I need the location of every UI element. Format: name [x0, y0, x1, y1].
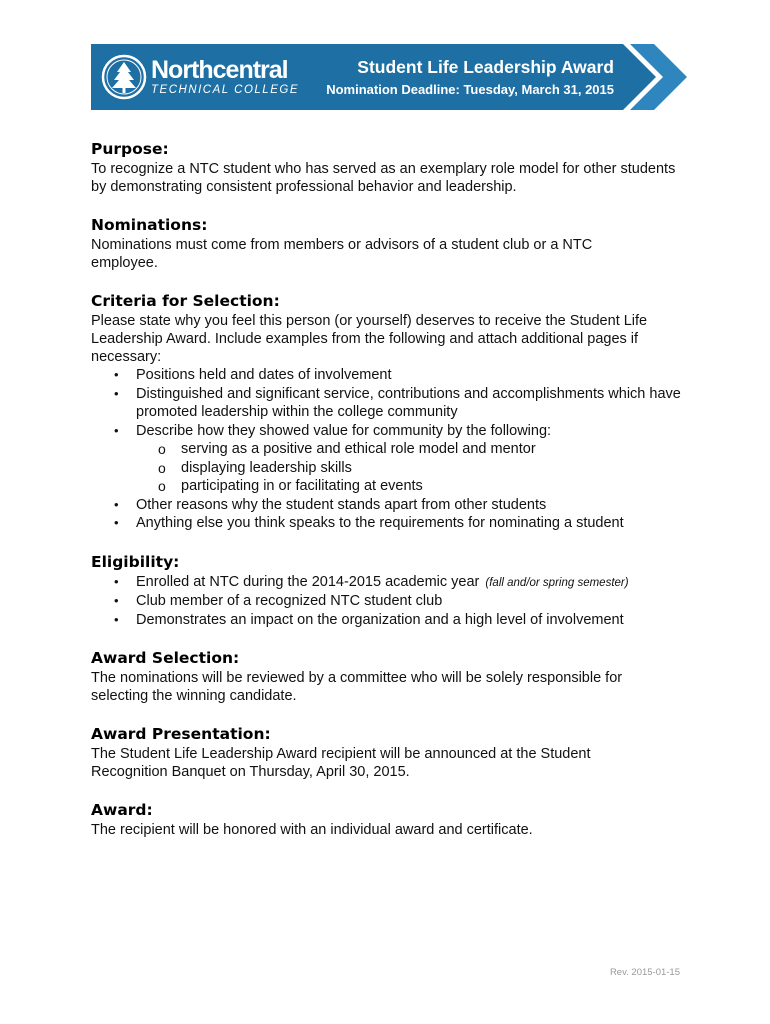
- nominations-heading: Nominations:: [91, 216, 208, 234]
- list-item: • Other reasons why the student stands apart from other students: [91, 496, 691, 515]
- section-award-selection: [91, 647, 691, 705]
- award-selection-heading: Award Selection:: [91, 649, 240, 667]
- award-text: The recipient will be honored with an individual award and certificate.: [91, 822, 533, 838]
- criteria-sub-list: [136, 440, 691, 496]
- list-item: [91, 422, 691, 496]
- award-presentation-text: The Student Life Leadership Award recipient will be announced at the Student Recognition Banquet on Thursday, April 30, 2015.: [91, 746, 591, 780]
- list-item: • Club member of a recognized NTC student club: [91, 592, 691, 611]
- list-item: • Anything else you think speaks to the requirements for nominating a student: [91, 514, 691, 533]
- section-nominations: [91, 214, 691, 272]
- award-heading: Award:: [91, 801, 153, 819]
- list-item: • Demonstrates an impact on the organization and a high level of involvement: [91, 611, 691, 630]
- nomination-deadline: Nomination Deadline: Tuesday, March 31, 2015: [326, 82, 614, 97]
- section-eligibility: [91, 551, 691, 630]
- list-item: • Positions held and dates of involvement: [91, 366, 691, 385]
- criteria-list: [91, 366, 691, 533]
- semester-note: (fall and/or spring semester): [485, 576, 629, 589]
- revision-date: Rev. 2015-01-15: [609, 967, 680, 978]
- nominations-text: Nominations must come from members or advisors of a student club or a NTC employee.: [91, 237, 593, 271]
- eligibility-heading: Eligibility:: [91, 552, 180, 571]
- header-banner: [91, 44, 687, 110]
- sub-list-item: o serving as a positive and ethical role model and mentor: [136, 440, 691, 459]
- section-purpose: [91, 138, 691, 196]
- pine-tree-icon: [101, 54, 147, 100]
- list-item: [91, 573, 691, 593]
- section-award-presentation: [91, 723, 691, 781]
- list-item: • Distinguished and significant service, contributions and accomplishments which have promoted leadership within the college community: [91, 385, 691, 422]
- list-item-text: Enrolled at NTC during the 2014-2015 academic year: [136, 573, 480, 590]
- list-item-text: Describe how they showed value for community by the following:: [136, 422, 552, 439]
- criteria-heading: Criteria for Selection:: [91, 292, 280, 310]
- eligibility-list: [91, 573, 691, 630]
- purpose-heading: Purpose:: [91, 140, 169, 158]
- award-presentation-heading: Award Presentation:: [91, 725, 271, 743]
- section-criteria: [91, 290, 691, 533]
- criteria-text: Please state why you feel this person (or yourself) deserves to receive the Student Life Leadership Award. Include examples from the following and attach additional pages if necessary:: [91, 313, 648, 365]
- document-title: Student Life Leadership Award: [357, 57, 614, 77]
- sub-list-item: o displaying leadership skills: [136, 459, 691, 478]
- sub-list-item: o participating in or facilitating at events: [136, 477, 691, 496]
- document-body: [91, 138, 691, 839]
- award-selection-text: The nominations will be reviewed by a committee who will be solely responsible for selecting the winning candidate.: [91, 670, 623, 704]
- section-award: [91, 799, 691, 839]
- purpose-text: To recognize a NTC student who has served as an exemplary role model for other students by demonstrating consistent professional behavior and leadership.: [91, 161, 676, 195]
- college-logo: [101, 51, 299, 103]
- logo-name: Northcentral: [151, 55, 288, 84]
- logo-subtitle: TECHNICAL COLLEGE: [151, 83, 299, 96]
